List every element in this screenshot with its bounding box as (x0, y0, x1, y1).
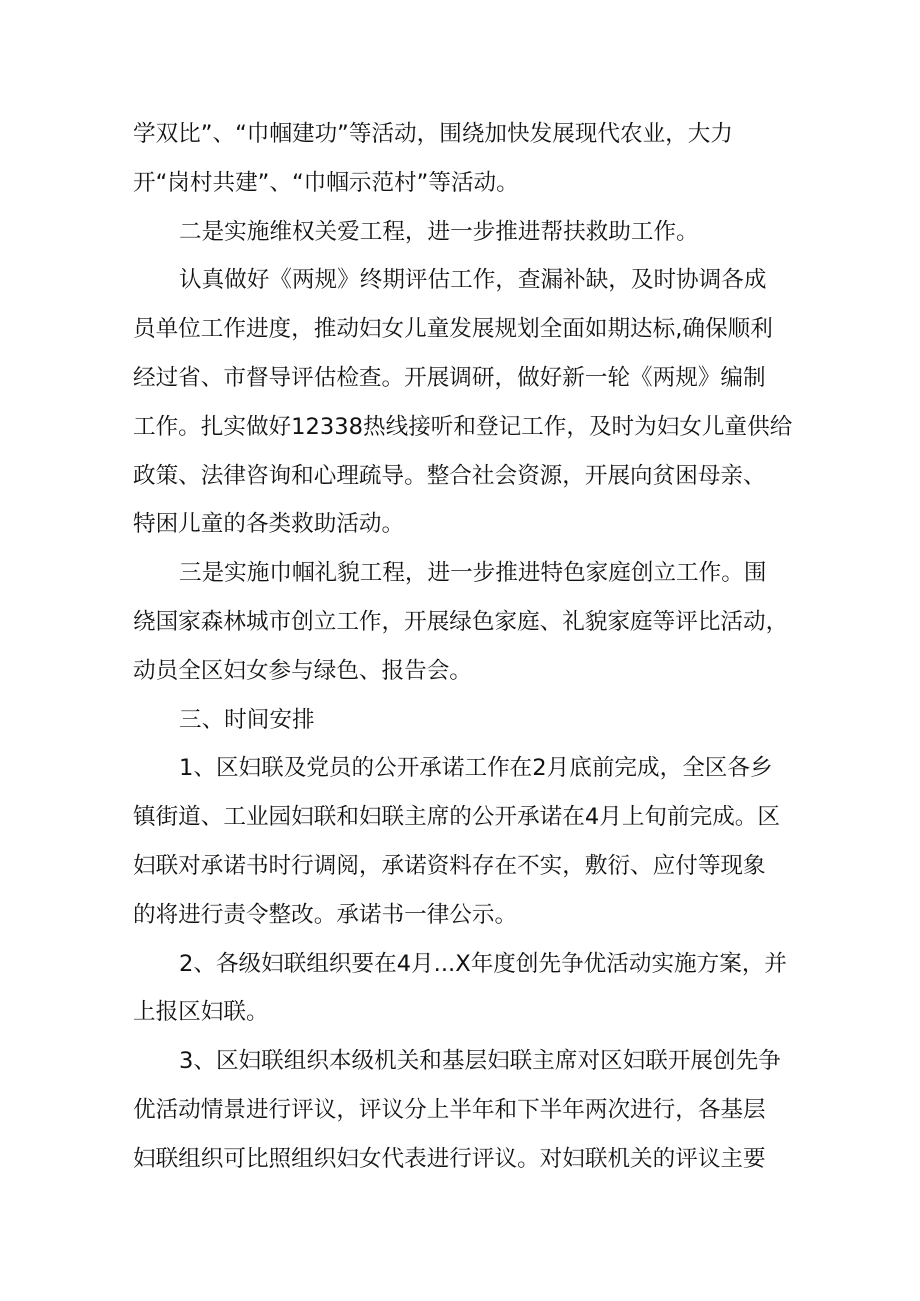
text-line: 经过省、市督导评估检查。开展调研，做好新一轮《两规》编制 (133, 364, 766, 391)
text-line: 员单位工作进度，推动妇女儿童发展规划全面如期达标,确保顺利 (133, 316, 773, 343)
section-heading: 三、时间安排 (179, 706, 315, 733)
paragraph-start: 三是实施巾帼礼貌工程，进一步推进特色家庭创立工作。围 (179, 560, 767, 587)
list-item-start: 1、区妇联及党员的公开承诺工作在2月底前完成，全区各乡 (179, 755, 773, 782)
text-line: 开“岗村共建”、“巾帼示范村”等活动。 (133, 169, 519, 196)
list-item-start: 2、各级妇联组织要在4月...X年度创先争优活动实施方案，并 (179, 950, 788, 977)
text-line: 妇联组织可比照组织妇女代表进行评议。对妇联机关的评议主要 (133, 1145, 766, 1172)
text-line: 动员全区妇女参与绿色、报告会。 (133, 657, 472, 684)
text-line: 优活动情景进行评议，评议分上半年和下半年两次进行，各基层 (133, 1096, 766, 1123)
body-text (133, 110, 805, 1184)
text-line: 的将进行责令整改。承诺书一律公示。 (133, 901, 518, 928)
text-line: 政策、法律咨询和心理疏导。整合社会资源，开展向贫困母亲、 (133, 462, 766, 489)
text-line: 镇街道、工业园妇联和妇联主席的公开承诺在4月上旬前完成。区 (133, 804, 780, 831)
text-line: 特困儿童的各类救助活动。 (133, 511, 405, 538)
paragraph-start: 认真做好《两规》终期评估工作，查漏补缺，及时协调各成 (179, 267, 767, 294)
text-line: 绕国家森林城市创立工作，开展绿色家庭、礼貌家庭等评比活动， (133, 608, 789, 635)
text-line: 学双比”、“巾帼建功”等活动，围绕加快发展现代农业，大力 (133, 121, 733, 147)
list-item-start: 3、区妇联组织本级机关和基层妇联主席对区妇联开展创先争 (179, 1048, 781, 1075)
text-line: 上报区妇联。 (133, 999, 269, 1026)
text-line: 妇联对承诺书时行调阅，承诺资料存在不实，敷衍、应付等现象 (133, 852, 766, 879)
text-line: 工作。扎实做好12338热线接听和登记工作，及时为妇女儿童供给 (133, 413, 793, 440)
section-heading: 二是实施维权关爱工程，进一步推进帮扶救助工作。 (179, 218, 699, 245)
